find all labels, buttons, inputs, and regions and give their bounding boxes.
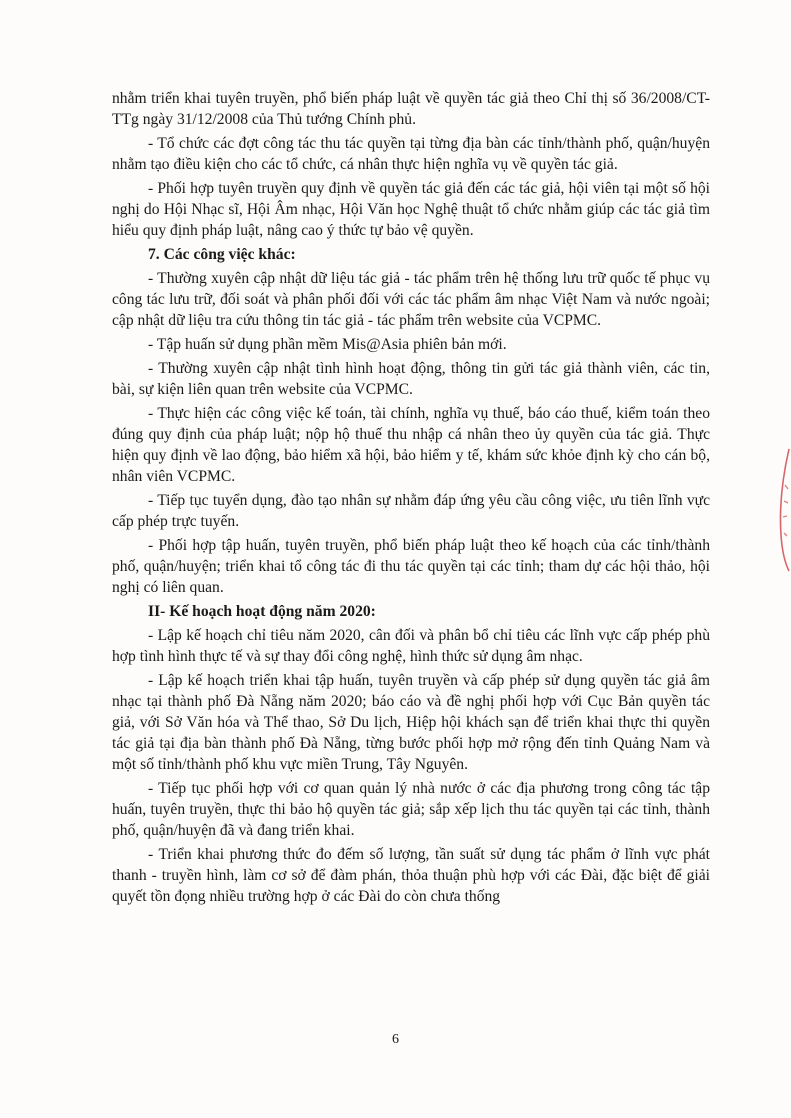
paragraph: - Lập kế hoạch chỉ tiêu năm 2020, cân đối và phân bổ chỉ tiêu các lĩnh vực cấp phép phù hợp tình hình thực tế và sự thay đổi công nghệ, hình thức sử dụng âm nhạc. — [112, 627, 710, 665]
paragraph: - Tiếp tục tuyển dụng, đào tạo nhân sự nhằm đáp ứng yêu cầu công việc, ưu tiên lĩnh vực cấp phép trực tuyến. — [112, 492, 710, 530]
paragraph: - Tổ chức các đợt công tác thu tác quyền tại từng địa bàn các tỉnh/thành phố, quận/huyện nhằm tạo điều kiện cho các tổ chức, cá nhân thực hiện nghĩa vụ về quyền tác giả. — [112, 135, 710, 173]
paragraph: - Thường xuyên cập nhật dữ liệu tác giả - tác phẩm trên hệ thống lưu trữ quốc tế phục vụ công tác lưu trữ, đối soát và phân phối đối với các tác phẩm âm nhạc Việt Nam và nước ngoài; cập nhật dữ liệu tra cứu thông tin tác giả - tác phẩm trên website của VCPMC. — [112, 270, 710, 329]
paragraph: nhằm triển khai tuyên truyền, phổ biến pháp luật về quyền tác giả theo Chỉ thị số 36/2008/CT-TTg ngày 31/12/2008 của Thủ tướng Chính phủ. — [112, 90, 710, 128]
paragraph: - Thường xuyên cập nhật tình hình hoạt động, thông tin gửi tác giả thành viên, các tin, bài, sự kiện liên quan trên website của VCPMC. — [112, 360, 710, 398]
paragraph: - Thực hiện các công việc kế toán, tài chính, nghĩa vụ thuế, báo cáo thuế, kiểm toán theo đúng quy định của pháp luật; nộp hộ thuế thu nhập cá nhân theo ủy quyền của tác giả. Thực hiện quy định về lao động, bảo hiểm xã hội, bảo hiểm y tế, khám sức khỏe định kỳ cho cán bộ, nhân viên VCPMC. — [112, 405, 710, 485]
paragraph: - Phối hợp tuyên truyền quy định về quyền tác giả đến các tác giả, hội viên tại một số hội nghị do Hội Nhạc sĩ, Hội Âm nhạc, Hội Văn học Nghệ thuật tổ chức nhằm giúp các tác giả tìm hiểu quy định pháp luật, nâng cao ý thức tự bảo vệ quyền. — [112, 180, 710, 239]
paragraph: - Triển khai phương thức đo đếm số lượng, tần suất sử dụng tác phẩm ở lĩnh vực phát thanh - truyền hình, làm cơ sở để đàm phán, thỏa thuận phù hợp với các Đài, đặc biệt để giải quyết tồn đọng nhiều trường hợp ở các Đài do còn chưa thống — [112, 846, 710, 905]
red-stamp-edge — [765, 445, 791, 575]
paragraph: - Lập kế hoạch triển khai tập huấn, tuyên truyền và cấp phép sử dụng quyền tác giả âm nhạc tại thành phố Đà Nẵng năm 2020; báo cáo và đề nghị phối hợp với Cục Bản quyền tác giả, với Sở Văn hóa và Thể thao, Sở Du lịch, Hiệp hội khách sạn để triển khai thực thi quyền tác giả tại địa bàn thành phố Đà Nẵng, từng bước phối hợp mở rộng đến tỉnh Quảng Nam và một số tỉnh/thành phố khu vực miền Trung, Tây Nguyên. — [112, 672, 710, 773]
document-body — [112, 88, 710, 910]
page-number: 6 — [392, 1032, 399, 1047]
paragraph: - Phối hợp tập huấn, tuyên truyền, phổ biến pháp luật theo kế hoạch của các tỉnh/thành phố, quận/huyện; triển khai tổ công tác đi thu tác quyền tại các tỉnh; tham dự các hội thảo, hội nghị có liên quan. — [112, 537, 710, 596]
paragraph: - Tập huấn sử dụng phần mềm Mis@Asia phiên bản mới. — [148, 336, 507, 353]
section-heading: II- Kế hoạch hoạt động năm 2020: — [148, 603, 376, 620]
section-heading: 7. Các công việc khác: — [148, 246, 296, 263]
paragraph: - Tiếp tục phối hợp với cơ quan quản lý nhà nước ở các địa phương trong công tác tập huấn, tuyên truyền, thực thi bảo hộ quyền tác giả; sắp xếp lịch thu tác quyền tại các tỉnh, thành phố, quận/huyện đã và đang triển khai. — [112, 780, 710, 839]
